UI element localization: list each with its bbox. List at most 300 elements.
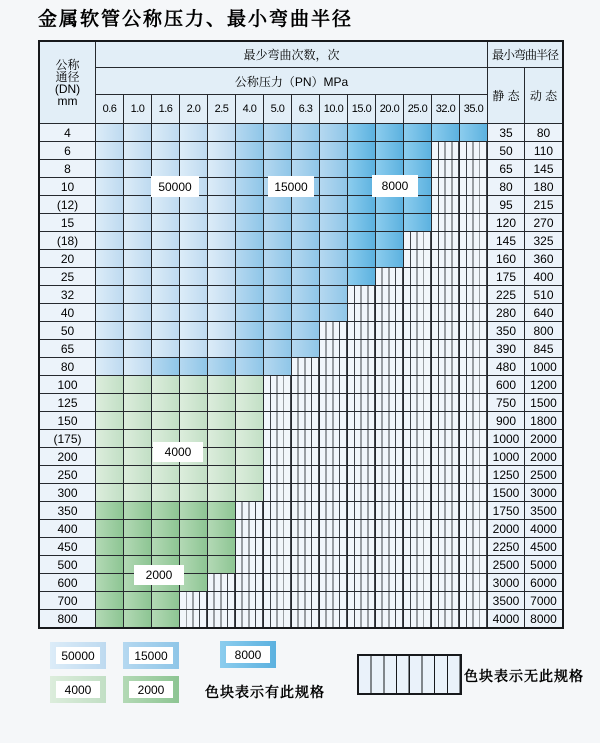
cell-spec — [124, 538, 151, 555]
cell-no-spec — [432, 610, 459, 627]
cell-no-spec — [432, 502, 459, 519]
cell-static: 4000 — [488, 610, 524, 627]
cell-spec — [236, 466, 263, 483]
cell-spec — [180, 412, 207, 429]
cell-no-spec — [264, 412, 291, 429]
cell-dn: 700 — [40, 592, 95, 609]
cell-spec — [124, 142, 151, 159]
cell-no-spec — [432, 556, 459, 573]
cell-spec — [404, 196, 431, 213]
cell-dn: 15 — [40, 214, 95, 231]
cell-spec — [96, 412, 123, 429]
cell-static: 80 — [488, 178, 524, 195]
cell-dynamic: 510 — [525, 286, 562, 303]
cell-spec — [264, 142, 291, 159]
cell-spec — [180, 484, 207, 501]
cell-no-spec — [432, 340, 459, 357]
cell-spec — [320, 124, 347, 141]
cell-spec — [320, 232, 347, 249]
cell-spec — [292, 142, 319, 159]
cell-spec — [180, 538, 207, 555]
cell-no-spec — [264, 556, 291, 573]
cell-spec — [96, 430, 123, 447]
cell-spec — [236, 250, 263, 267]
legend-swatch-label: 50000 — [56, 647, 100, 664]
cell-spec — [96, 466, 123, 483]
cell-spec — [152, 412, 179, 429]
cell-spec — [236, 376, 263, 393]
cell-no-spec — [348, 502, 375, 519]
cell-dn: 20 — [40, 250, 95, 267]
cell-no-spec — [404, 448, 431, 465]
cell-spec — [96, 322, 123, 339]
cell-no-spec — [404, 232, 431, 249]
cell-spec — [152, 484, 179, 501]
cell-spec — [96, 124, 123, 141]
cell-spec — [264, 322, 291, 339]
cell-spec — [236, 178, 263, 195]
cell-dynamic: 215 — [525, 196, 562, 213]
cell-spec — [208, 322, 235, 339]
cell-spec — [460, 124, 487, 141]
cell-no-spec — [320, 592, 347, 609]
cell-no-spec — [404, 610, 431, 627]
cell-dn: 6 — [40, 142, 95, 159]
cell-spec — [264, 304, 291, 321]
spec-table — [38, 40, 564, 629]
cell-spec — [376, 214, 403, 231]
cell-dn: 200 — [40, 448, 95, 465]
cell-no-spec — [264, 520, 291, 537]
cell-spec — [124, 232, 151, 249]
cell-spec — [124, 376, 151, 393]
cell-dn: 40 — [40, 304, 95, 321]
cell-spec — [348, 268, 375, 285]
cell-spec — [96, 178, 123, 195]
cell-dynamic: 180 — [525, 178, 562, 195]
cell-no-spec — [320, 412, 347, 429]
cell-spec — [96, 214, 123, 231]
pressure-col-header: 32.0 — [432, 95, 459, 123]
cell-no-spec — [460, 214, 487, 231]
cell-spec — [208, 160, 235, 177]
cell-no-spec — [292, 538, 319, 555]
cell-no-spec — [460, 304, 487, 321]
cell-no-spec — [404, 340, 431, 357]
cell-no-spec — [376, 538, 403, 555]
cell-spec — [124, 214, 151, 231]
cell-spec — [404, 142, 431, 159]
cell-dn: 800 — [40, 610, 95, 627]
cell-spec — [236, 340, 263, 357]
cell-no-spec — [292, 484, 319, 501]
cell-dn: (18) — [40, 232, 95, 249]
cell-no-spec — [236, 610, 263, 627]
legend-swatch-label: 2000 — [129, 681, 173, 698]
cell-spec — [264, 268, 291, 285]
cell-spec — [124, 322, 151, 339]
header-dn-line: (DN) — [54, 81, 81, 96]
cell-no-spec — [460, 286, 487, 303]
legend-swatch-50000 — [50, 642, 106, 669]
cell-static: 2250 — [488, 538, 524, 555]
cell-spec — [236, 304, 263, 321]
cell-no-spec — [460, 394, 487, 411]
cell-no-spec — [236, 502, 263, 519]
cell-spec — [208, 376, 235, 393]
cell-no-spec — [460, 340, 487, 357]
cell-spec — [292, 322, 319, 339]
cell-no-spec — [404, 484, 431, 501]
cell-spec — [264, 214, 291, 231]
cell-no-spec — [292, 592, 319, 609]
cell-spec — [124, 610, 151, 627]
cell-no-spec — [348, 304, 375, 321]
cell-spec — [236, 268, 263, 285]
cell-no-spec — [432, 286, 459, 303]
cell-no-spec — [348, 574, 375, 591]
cell-spec — [208, 250, 235, 267]
cell-no-spec — [320, 466, 347, 483]
cell-spec — [96, 358, 123, 375]
cell-spec — [292, 304, 319, 321]
cell-no-spec — [460, 178, 487, 195]
cell-dynamic: 6000 — [525, 574, 562, 591]
cell-spec — [404, 214, 431, 231]
cell-dn: 350 — [40, 502, 95, 519]
cell-spec — [432, 124, 459, 141]
cell-spec — [124, 304, 151, 321]
cell-spec — [180, 556, 207, 573]
cell-no-spec — [292, 448, 319, 465]
cell-spec — [124, 178, 151, 195]
cell-no-spec — [292, 394, 319, 411]
cell-no-spec — [460, 412, 487, 429]
cell-spec — [236, 412, 263, 429]
cell-spec — [236, 322, 263, 339]
cell-no-spec — [432, 520, 459, 537]
cell-no-spec — [236, 520, 263, 537]
cell-no-spec — [348, 376, 375, 393]
cell-dn: 150 — [40, 412, 95, 429]
pressure-col-header: 4.0 — [236, 95, 263, 123]
cell-static: 2000 — [488, 520, 524, 537]
cell-spec — [320, 268, 347, 285]
cell-spec — [348, 160, 375, 177]
legend-no-spec-swatch — [357, 654, 462, 695]
cell-no-spec — [432, 466, 459, 483]
legend-swatch-15000 — [123, 642, 179, 669]
cell-no-spec — [264, 430, 291, 447]
cell-spec — [236, 286, 263, 303]
cell-no-spec — [460, 610, 487, 627]
cell-dynamic: 1800 — [525, 412, 562, 429]
cell-spec — [208, 412, 235, 429]
pressure-col-header: 6.3 — [292, 95, 319, 123]
cell-spec — [208, 304, 235, 321]
cell-spec — [152, 124, 179, 141]
cell-no-spec — [460, 448, 487, 465]
cell-spec — [208, 286, 235, 303]
cell-no-spec — [292, 430, 319, 447]
cell-no-spec — [292, 556, 319, 573]
cell-no-spec — [460, 574, 487, 591]
header-bend-cycles: 最少弯曲次数，次 — [96, 42, 487, 67]
cell-dynamic: 8000 — [525, 610, 562, 627]
cell-spec — [152, 376, 179, 393]
cell-no-spec — [432, 196, 459, 213]
cell-spec — [264, 160, 291, 177]
cell-spec — [292, 214, 319, 231]
cell-dynamic: 7000 — [525, 592, 562, 609]
cell-spec — [236, 214, 263, 231]
cell-spec — [376, 124, 403, 141]
cell-no-spec — [432, 160, 459, 177]
cell-no-spec — [348, 430, 375, 447]
cell-dn: (12) — [40, 196, 95, 213]
cell-no-spec — [320, 430, 347, 447]
cell-spec — [208, 214, 235, 231]
cell-no-spec — [404, 520, 431, 537]
cell-no-spec — [208, 610, 235, 627]
cell-dn: 100 — [40, 376, 95, 393]
cell-no-spec — [292, 358, 319, 375]
cell-no-spec — [292, 412, 319, 429]
cell-no-spec — [460, 268, 487, 285]
header-dn-line: 通径 — [55, 69, 80, 84]
cell-spec — [180, 232, 207, 249]
pressure-col-header: 35.0 — [460, 95, 487, 123]
cell-spec — [124, 466, 151, 483]
cell-spec — [264, 232, 291, 249]
cell-no-spec — [432, 358, 459, 375]
cell-no-spec — [376, 484, 403, 501]
cell-spec — [180, 196, 207, 213]
cell-no-spec — [460, 520, 487, 537]
legend-swatch-label: 8000 — [226, 646, 270, 663]
cell-spec — [264, 124, 291, 141]
cell-dn: 600 — [40, 574, 95, 591]
cell-no-spec — [376, 358, 403, 375]
cell-no-spec — [236, 592, 263, 609]
cell-no-spec — [348, 340, 375, 357]
pressure-col-header: 2.5 — [208, 95, 235, 123]
header-bend-radius: 最小弯曲半径 — [488, 42, 562, 67]
cell-spec — [236, 358, 263, 375]
cell-spec — [236, 160, 263, 177]
cell-spec — [124, 502, 151, 519]
cell-dynamic: 145 — [525, 160, 562, 177]
cell-spec — [124, 412, 151, 429]
cell-no-spec — [404, 502, 431, 519]
legend-swatch-2000 — [123, 676, 179, 703]
cell-dynamic: 3500 — [525, 502, 562, 519]
cell-spec — [180, 268, 207, 285]
cell-dynamic: 3000 — [525, 484, 562, 501]
cell-no-spec — [404, 286, 431, 303]
cell-spec — [348, 250, 375, 267]
cell-no-spec — [264, 592, 291, 609]
cell-static: 3000 — [488, 574, 524, 591]
cell-no-spec — [320, 520, 347, 537]
legend-swatch-label: 15000 — [129, 647, 173, 664]
cell-spec — [348, 232, 375, 249]
cell-static: 120 — [488, 214, 524, 231]
cell-no-spec — [236, 574, 263, 591]
cell-spec — [180, 286, 207, 303]
cell-no-spec — [404, 592, 431, 609]
cell-dn: 250 — [40, 466, 95, 483]
cell-spec — [96, 250, 123, 267]
cell-no-spec — [432, 376, 459, 393]
legend-swatch-label: 4000 — [56, 681, 100, 698]
cell-dn: 500 — [40, 556, 95, 573]
cell-static: 280 — [488, 304, 524, 321]
cell-dynamic: 5000 — [525, 556, 562, 573]
cell-spec — [208, 538, 235, 555]
header-dn-line: 公称 — [55, 57, 80, 72]
cell-no-spec — [404, 376, 431, 393]
cell-spec — [124, 250, 151, 267]
cell-spec — [124, 520, 151, 537]
cell-no-spec — [320, 376, 347, 393]
cell-no-spec — [264, 448, 291, 465]
cell-spec — [236, 394, 263, 411]
cell-spec — [236, 124, 263, 141]
cell-no-spec — [376, 322, 403, 339]
cell-no-spec — [292, 376, 319, 393]
cell-spec — [96, 448, 123, 465]
cell-dynamic: 2000 — [525, 448, 562, 465]
cell-spec — [292, 160, 319, 177]
cell-spec — [180, 394, 207, 411]
cell-spec — [292, 250, 319, 267]
cell-no-spec — [432, 592, 459, 609]
cell-no-spec — [376, 412, 403, 429]
cell-spec — [208, 178, 235, 195]
cell-no-spec — [460, 232, 487, 249]
cycle-count-label: 50000 — [151, 176, 199, 197]
cell-no-spec — [404, 430, 431, 447]
cell-dynamic: 2500 — [525, 466, 562, 483]
cell-spec — [320, 178, 347, 195]
cell-spec — [236, 484, 263, 501]
cell-spec — [292, 340, 319, 357]
cell-spec — [96, 340, 123, 357]
cell-no-spec — [376, 502, 403, 519]
cell-no-spec — [432, 574, 459, 591]
cell-spec — [208, 358, 235, 375]
cell-no-spec — [348, 466, 375, 483]
cell-static: 1250 — [488, 466, 524, 483]
cell-no-spec — [432, 268, 459, 285]
cell-no-spec — [264, 610, 291, 627]
cell-no-spec — [264, 376, 291, 393]
cell-no-spec — [320, 610, 347, 627]
cell-spec — [180, 574, 207, 591]
cell-static: 1500 — [488, 484, 524, 501]
cell-spec — [208, 142, 235, 159]
cell-static: 350 — [488, 322, 524, 339]
cell-no-spec — [348, 286, 375, 303]
cell-dynamic: 4000 — [525, 520, 562, 537]
cell-spec — [152, 322, 179, 339]
cell-spec — [292, 286, 319, 303]
cell-no-spec — [460, 538, 487, 555]
cell-spec — [208, 466, 235, 483]
cell-spec — [180, 124, 207, 141]
cell-no-spec — [460, 484, 487, 501]
cell-spec — [180, 304, 207, 321]
cell-spec — [152, 466, 179, 483]
cell-spec — [404, 124, 431, 141]
cell-dynamic: 1500 — [525, 394, 562, 411]
cell-dynamic: 400 — [525, 268, 562, 285]
cell-spec — [320, 160, 347, 177]
cell-no-spec — [432, 484, 459, 501]
cell-spec — [152, 358, 179, 375]
cell-spec — [124, 484, 151, 501]
cell-spec — [96, 556, 123, 573]
cell-dynamic: 270 — [525, 214, 562, 231]
cell-spec — [236, 232, 263, 249]
cell-no-spec — [348, 358, 375, 375]
cell-no-spec — [376, 286, 403, 303]
page-title: 金属软管公称压力、最小弯曲半径 — [38, 9, 354, 30]
cell-dynamic: 110 — [525, 142, 562, 159]
cell-spec — [320, 304, 347, 321]
cell-no-spec — [404, 358, 431, 375]
cycle-count-label: 8000 — [372, 175, 418, 197]
cell-spec — [96, 142, 123, 159]
cell-no-spec — [404, 304, 431, 321]
cell-no-spec — [376, 376, 403, 393]
cell-spec — [96, 502, 123, 519]
cell-spec — [208, 520, 235, 537]
cell-no-spec — [348, 322, 375, 339]
cell-spec — [264, 286, 291, 303]
cell-dn: 32 — [40, 286, 95, 303]
cell-no-spec — [320, 358, 347, 375]
cell-dn: 8 — [40, 160, 95, 177]
cell-no-spec — [404, 538, 431, 555]
cell-no-spec — [264, 574, 291, 591]
cell-spec — [376, 142, 403, 159]
cell-dynamic: 800 — [525, 322, 562, 339]
legend-has-spec-text: 色块表示有此规格 — [205, 684, 325, 700]
cell-spec — [180, 142, 207, 159]
cell-static: 225 — [488, 286, 524, 303]
cell-spec — [124, 124, 151, 141]
cell-no-spec — [376, 466, 403, 483]
pressure-col-header: 15.0 — [348, 95, 375, 123]
cell-no-spec — [432, 430, 459, 447]
cell-no-spec — [460, 502, 487, 519]
cell-spec — [124, 340, 151, 357]
cell-spec — [96, 592, 123, 609]
cell-dn: 25 — [40, 268, 95, 285]
cell-dn: 65 — [40, 340, 95, 357]
cell-dynamic: 1200 — [525, 376, 562, 393]
cell-no-spec — [348, 610, 375, 627]
cell-spec — [180, 322, 207, 339]
pressure-col-header: 1.6 — [152, 95, 179, 123]
cell-no-spec — [376, 268, 403, 285]
cell-no-spec — [432, 178, 459, 195]
cell-static: 1000 — [488, 448, 524, 465]
cell-no-spec — [208, 574, 235, 591]
cell-static: 35 — [488, 124, 524, 141]
